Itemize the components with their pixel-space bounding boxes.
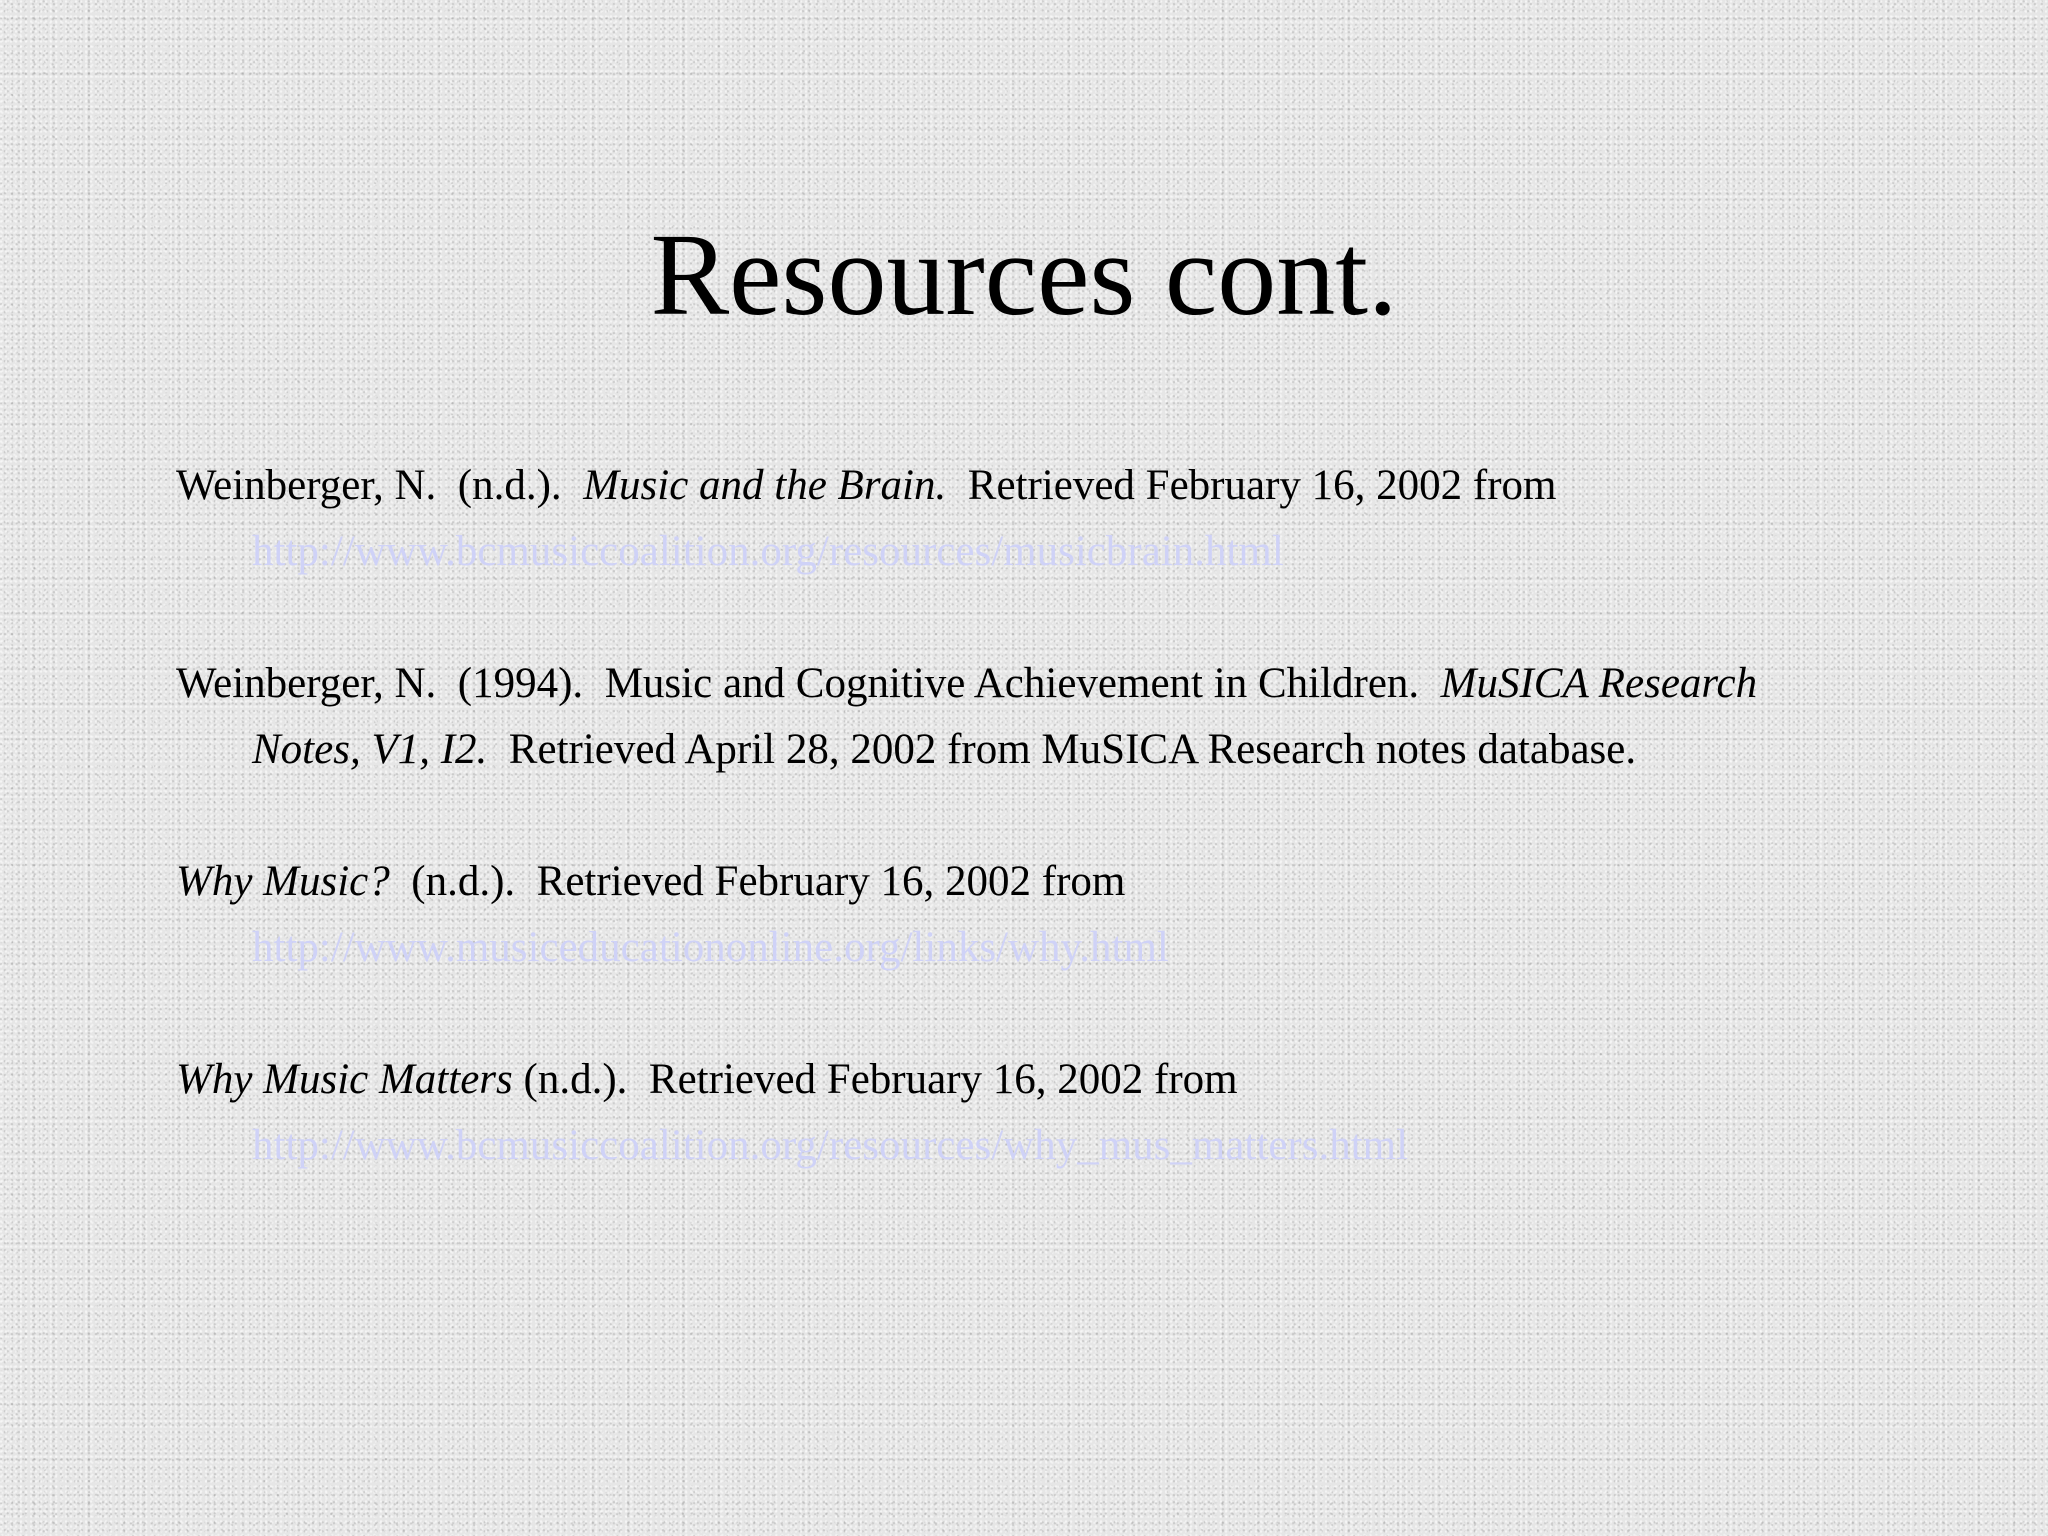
reference-retrieved: Retrieved February 16, 2002 from xyxy=(536,858,1126,905)
reference-url-link[interactable]: http://www.bcmusiccoalition.org/resources/why_mus_matters.html xyxy=(252,1122,1409,1169)
reference-item xyxy=(176,1047,1796,1179)
reference-date: (n.d.). xyxy=(457,462,562,509)
reference-url-link[interactable]: http://www.musiceducationonline.org/links/why.html xyxy=(252,924,1169,971)
reference-author: Weinberger, N. xyxy=(176,660,437,707)
reference-retrieved: Retrieved April 28, 2002 from MuSICA Research notes database. xyxy=(508,726,1637,773)
reference-item xyxy=(176,849,1796,981)
reference-url-link[interactable]: http://www.bcmusiccoalition.org/resources/musicbrain.html xyxy=(252,528,1284,575)
reference-item xyxy=(176,651,1796,783)
reference-retrieved: Retrieved February 16, 2002 from xyxy=(648,1056,1238,1103)
reference-list xyxy=(176,453,1796,1245)
reference-retrieved: Retrieved February 16, 2002 from xyxy=(967,462,1557,509)
reference-journal: MuSICA Research Notes, V1, I2. xyxy=(252,660,1758,773)
reference-item xyxy=(176,453,1796,585)
reference-date: (1994). xyxy=(457,660,584,707)
reference-title: Why Music Matters xyxy=(176,1056,513,1103)
slide-title: Resources cont. xyxy=(650,209,1398,340)
reference-author: Weinberger, N. xyxy=(176,462,437,509)
reference-title: Why Music? xyxy=(176,858,390,905)
reference-title: Music and the Brain. xyxy=(583,462,947,509)
reference-article-title: Music and Cognitive Achievement in Children. xyxy=(604,660,1420,707)
reference-date: (n.d.). xyxy=(523,1056,628,1103)
reference-date: (n.d.). xyxy=(411,858,516,905)
